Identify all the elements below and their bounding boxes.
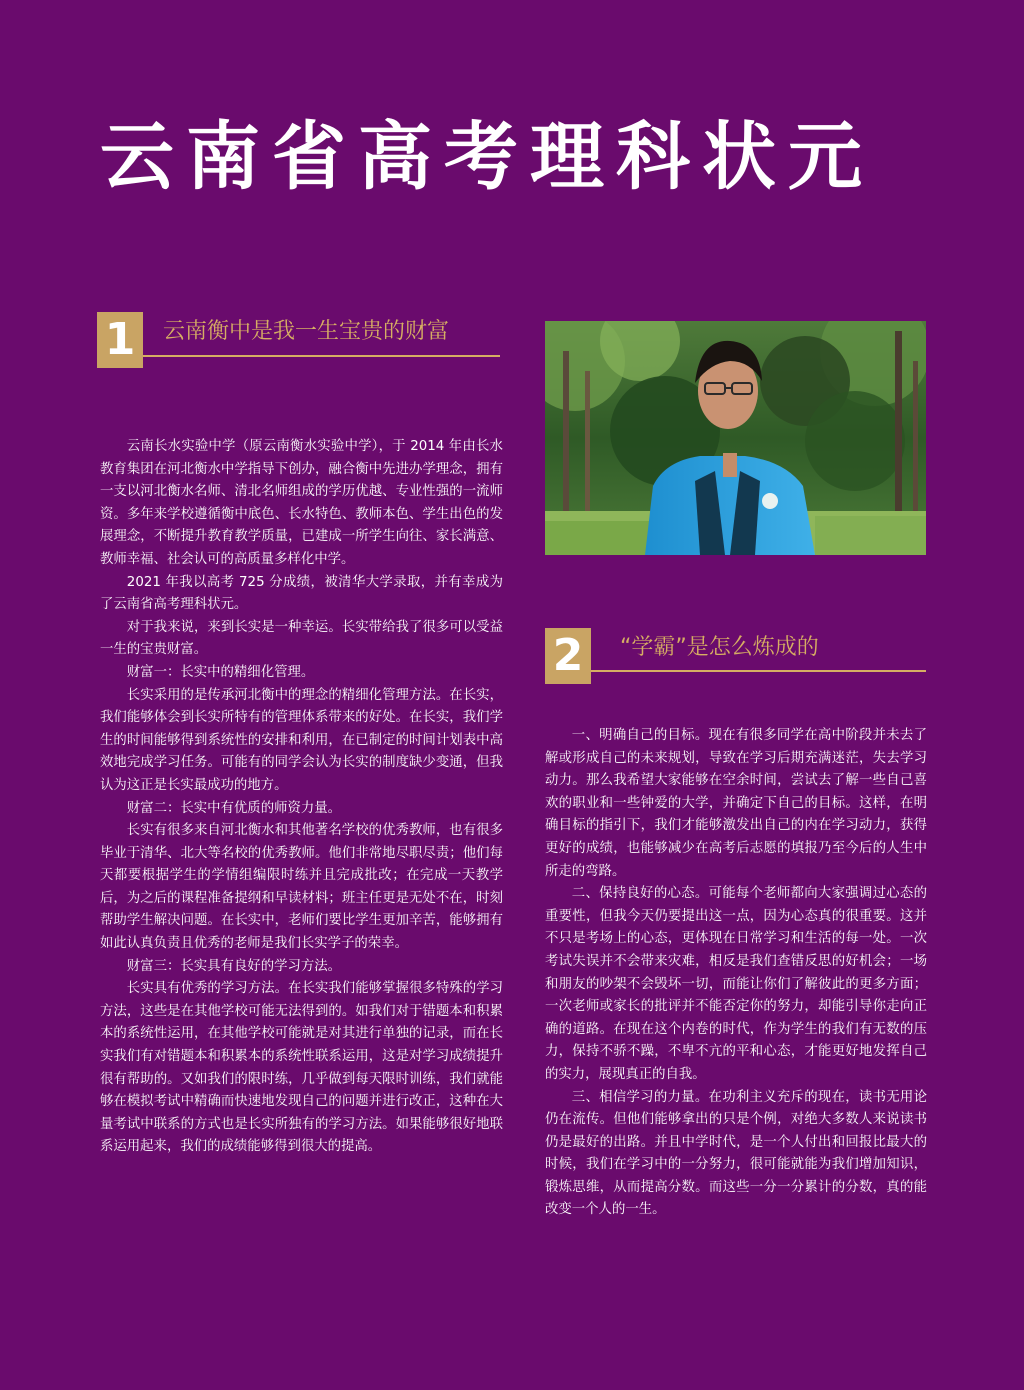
paragraph: 云南长水实验中学（原云南衡水实验中学），于 2014 年由长水教育集团在河北衡水中学指导下创办，融合衡中先进办学理念，拥有一支以河北衡水名师、清北名师组成的学历优越、专业性强的一流师资。多年来学校遵循衡中底色、长水特色、教师本色、学生出色的发展理念，不断提升教育教学质量，已建成一所学生向往、家长满意、教师幸福、社会认可的高质量多样化中学。 — [100, 439, 503, 567]
section-1-number: 1 — [97, 312, 143, 368]
section-2-heading: “学霸”是怎么炼成的 — [620, 635, 819, 660]
paragraph: 长实具有优秀的学习方法。在长实我们能够掌握很多特殊的学习方法，这些是在其他学校可能无法得到的。如我们对于错题本和积累本的系统性运用，在其他学校可能就是对其进行单独的记录，而在长实我们有对错题本和积累本的系统性联系运用，这是对学习成绩提升很有帮助的。又如我们的限时练，几乎做到每天限时训练，我们就能够在模拟考试中精确而快速地发现自己的问题并进行改正，这种在大量考试中联系的方式也是长实所独有的学习方法。如果能够很好地联系运用起来，我们的成绩能够得到很大的提高。 — [100, 981, 503, 1155]
section-1-body — [100, 436, 503, 1159]
paragraph: 财富一：长实中的精细化管理。 — [126, 664, 315, 680]
section-1-rule — [143, 355, 500, 357]
section-1-heading: 云南衡中是我一生宝贵的财富 — [163, 319, 450, 344]
paragraph: 二、保持良好的心态。可能每个老师都向大家强调过心态的重要性，但我今天仍要提出这一点，因为心态真的很重要。这并不只是考场上的心态，更体现在日常学习和生活的每一处。一次考试失误并不会带来灾难，相反是我们查错反思的好机会；一场和朋友的吵架不会毁坏一切，而能让你们了解彼此的更多方面；一次老师或家长的批评并不能否定你的努力，却能引导你走向正确的道路。在现在这个内卷的时代，作为学生的我们有无数的压力，保持不骄不躁，不卑不亢的平和心态，才能更好地发挥自己的实力，展现真正的自我。 — [545, 886, 927, 1082]
paragraph: 三、相信学习的力量。在功利主义充斥的现在，读书无用论仍在流传。但他们能够拿出的只是个例，对绝大多数人来说读书仍是最好的出路。并且中学时代，是一个人付出和回报比最大的时候，我们在学习中的一分努力，很可能就能为我们增加知识，锻炼思维，从而提高分数。而这些一分一分累计的分数，真的能改变一个人的一生。 — [545, 1089, 927, 1218]
paragraph: 对于我来说，来到长实是一种幸运。长实带给我了很多可以受益一生的宝贵财富。 — [100, 619, 503, 658]
paragraph: 一、明确自己的目标。现在有很多同学在高中阶段并未去了解或形成自己的未来规划，导致在学习后期充满迷茫，失去学习动力。那么我希望大家能够在空余时间，尝试去了解一些自己喜欢的职业和一些钟爱的大学，并确定下自己的目标。这样，在明确目标的指引下，我们才能够激发出自己的内在学习动力，获得更好的成绩，也能够减少在高考后志愿的填报乃至今后的人生中所走的弯路。 — [545, 728, 927, 879]
paragraph: 长实有很多来自河北衡水和其他著名学校的优秀教师，也有很多毕业于清华、北大等名校的优秀教师。他们非常地尽职尽责；他们每天都要根据学生的学情组编限时练并且完成批改；在完成一天教学后，为之后的课程准备提纲和早读材料；班主任更是无处不在，时刻帮助学生解决问题。在长实中，老师们要比学生更加辛苦，能够拥有如此认真负责且优秀的老师是我们长实学子的荣幸。 — [100, 823, 503, 952]
paragraph: 财富二：长实中有优质的师资力量。 — [126, 800, 342, 816]
page-title: 云南省高考理科状元 — [100, 114, 874, 200]
paragraph: 2021 年我以高考 725 分成绩，被清华大学录取，并有幸成为了云南省高考理科状元。 — [100, 574, 503, 613]
student-photo — [545, 321, 926, 555]
section-2-body — [545, 725, 927, 1222]
paragraph: 财富三：长实具有良好的学习方法。 — [126, 958, 342, 974]
section-2-number: 2 — [545, 628, 591, 684]
paragraph: 长实采用的是传承河北衡中的理念的精细化管理方法。在长实，我们能够体会到长实所特有的管理体系带来的好处。在长实，我们学生的时间能够得到系统性的安排和利用，在已制定的时间计划表中高效地完成学习任务。可能有的同学会认为长实的制度缺少变通，但我认为这正是长实最成功的地方。 — [100, 687, 503, 793]
student-photo-illustration — [545, 321, 926, 555]
section-2-rule — [591, 670, 926, 672]
